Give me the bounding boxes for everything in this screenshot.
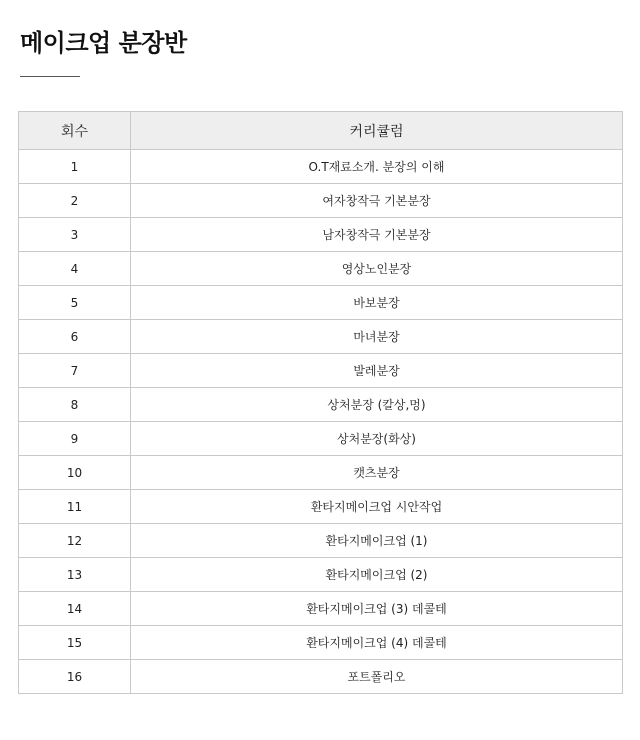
round-cell: 7 (19, 354, 131, 388)
subject-cell: 마녀분장 (131, 320, 623, 354)
subject-cell: 남자창작극 기본분장 (131, 218, 623, 252)
table-row (19, 286, 623, 320)
round-cell: 13 (19, 558, 131, 592)
curriculum-table-container (18, 111, 622, 694)
table-row (19, 456, 623, 490)
table-row (19, 252, 623, 286)
page-title: 메이크업 분장반 (20, 29, 187, 57)
round-cell: 2 (19, 184, 131, 218)
table-header-row (19, 112, 623, 150)
subject-cell: 캣츠분장 (131, 456, 623, 490)
round-cell: 10 (19, 456, 131, 490)
table-row (19, 422, 623, 456)
table-row (19, 218, 623, 252)
table-row (19, 150, 623, 184)
subject-cell: 환타지메이크업 (4) 데콜테 (131, 626, 623, 660)
table-row (19, 490, 623, 524)
round-cell: 11 (19, 490, 131, 524)
subject-cell: O.T재료소개. 분장의 이해 (131, 150, 623, 184)
header-curriculum: 커리큘럼 (131, 112, 623, 150)
round-cell: 4 (19, 252, 131, 286)
round-cell: 1 (19, 150, 131, 184)
subject-cell: 환타지메이크업 (1) (131, 524, 623, 558)
round-cell: 9 (19, 422, 131, 456)
round-cell: 5 (19, 286, 131, 320)
table-row (19, 626, 623, 660)
table-row (19, 320, 623, 354)
table-row (19, 592, 623, 626)
round-cell: 16 (19, 660, 131, 694)
round-cell: 12 (19, 524, 131, 558)
table-row (19, 558, 623, 592)
subject-cell: 환타지메이크업 (2) (131, 558, 623, 592)
round-cell: 6 (19, 320, 131, 354)
subject-cell: 포트폴리오 (131, 660, 623, 694)
round-cell: 15 (19, 626, 131, 660)
subject-cell: 환타지메이크업 (3) 데콜테 (131, 592, 623, 626)
subject-cell: 발레분장 (131, 354, 623, 388)
subject-cell: 상처분장(화상) (131, 422, 623, 456)
subject-cell: 여자창작극 기본분장 (131, 184, 623, 218)
header-round: 회수 (19, 112, 131, 150)
round-cell: 3 (19, 218, 131, 252)
table-row (19, 354, 623, 388)
subject-cell: 환타지메이크업 시안작업 (131, 490, 623, 524)
subject-cell: 상처분장 (칼상,멍) (131, 388, 623, 422)
curriculum-table (18, 111, 623, 694)
subject-cell: 영상노인분장 (131, 252, 623, 286)
table-row (19, 660, 623, 694)
round-cell: 8 (19, 388, 131, 422)
subject-cell: 바보분장 (131, 286, 623, 320)
table-row (19, 388, 623, 422)
table-row (19, 184, 623, 218)
title-underline (20, 76, 80, 77)
round-cell: 14 (19, 592, 131, 626)
table-row (19, 524, 623, 558)
